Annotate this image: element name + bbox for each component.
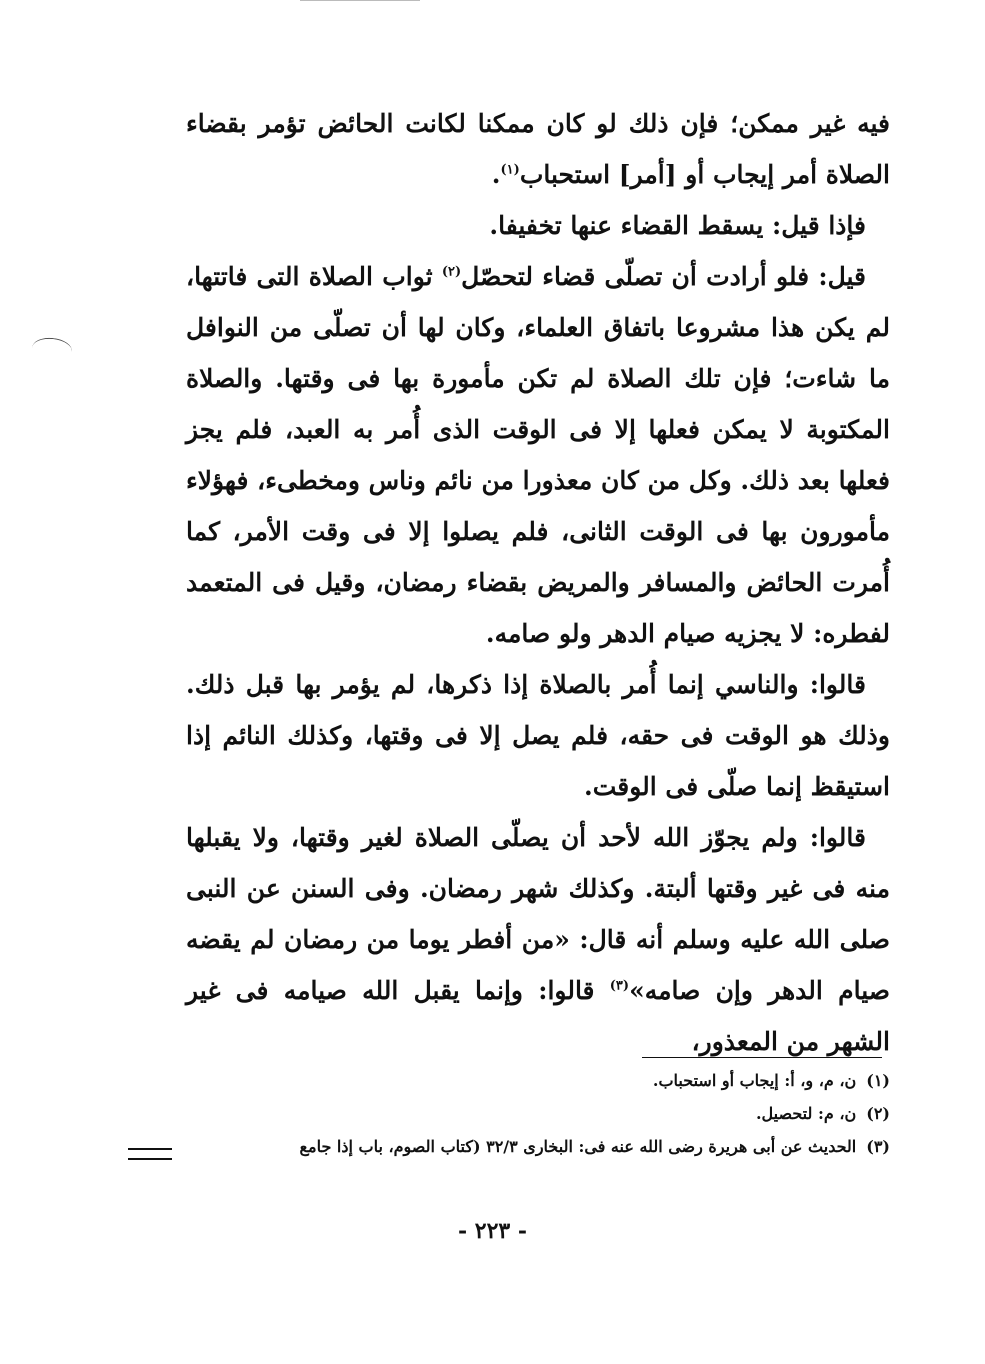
- paragraph-3-start: قيل: فلو أرادت أن تصلّى قضاء لتحصّل: [461, 262, 867, 291]
- paragraph-3: [186, 251, 890, 659]
- footnote-continuation-mark: [128, 1148, 172, 1160]
- main-text-block: [186, 98, 890, 1067]
- footnote-number: (٢): [866, 1104, 890, 1123]
- margin-pen-mark: [31, 336, 73, 363]
- paragraph-5-rest: قالوا: وإنما يقبل الله صيامه فى غير الشهر من المعذور،: [186, 976, 890, 1056]
- footnote-3: [186, 1130, 890, 1163]
- footnote-text: ن، م، و، أ: إيجاب أو استحباب.: [652, 1071, 857, 1090]
- footnote-separator: [642, 1057, 882, 1058]
- footnote-ref-3: (٣): [609, 978, 630, 994]
- footnote-1: [186, 1064, 890, 1097]
- paragraph-4: قالوا: والناسي إنما أُمر بالصلاة إذا ذكرها، لم يؤمر بها قبل ذلك. وذلك هو الوقت فى حقه، فلم يصل إلا فى وقتها، وكذلك النائم إذا استيقظ إنما صلّى فى الوقت.: [186, 670, 890, 801]
- paragraph-1-text: فيه غير ممكن؛ فإن ذلك لو كان ممكنا لكانت الحائض تؤمر بقضاء الصلاة أمر إيجاب أو [أمر] استحباب: [186, 109, 890, 189]
- footnote-text: الحديث عن أبى هريرة رضى الله عنه فى: البخارى ٣٢/٣ (كتاب الصوم، باب إذا جامع: [299, 1137, 857, 1156]
- footnote-number: (٣): [866, 1137, 890, 1156]
- paragraph-3-rest: ثواب الصلاة التى فاتتها، لم يكن هذا مشروعا باتفاق العلماء، وكان لها أن تصلّى من النوافل ما شاءت؛ فإن تلك الصلاة لم تكن مأمورة بها فى وقتها. والصلاة المكتوبة لا يمكن فعلها إلا فى الوقت الذى أُمر به العبد، فلم يجز فعلها بعد ذلك. وكل من كان معذورا من نائم وناس ومخطىء، فهؤلاء مأمورون بها فى الوقت الثانى، فلم يصلوا إلا فى وقت الأمر، كما أُمرت الحائض والمسافر والمريض بقضاء رمضان، وقيل فى المتعمد لفطره: لا يجزيه صيام الدهر ولو صامه.: [186, 262, 890, 648]
- footnote-ref-1: (١): [500, 162, 520, 178]
- footnote-ref-2: (٢): [441, 264, 462, 280]
- footnote-number: (١): [866, 1071, 890, 1090]
- footnote-text: ن، م: لتحصيل.: [755, 1104, 857, 1123]
- page-top-mark: [300, 0, 420, 2]
- paragraph-1-end: .: [491, 160, 501, 189]
- paragraph-5: [186, 812, 890, 1067]
- paragraph-5-start: قالوا: ولم يجوّز الله لأحد أن يصلّى الصلاة لغير وقتها، ولا يقبلها منه فى غير وقتها ألبتة. وكذلك شهر رمضان. وفى السنن عن النبى صلى الله عليه وسلم أنه قال: «من أفطر يوما من رمضان لم يقضه صيام الدهر وإن صامه»: [186, 823, 890, 1005]
- paragraph-1: [186, 98, 890, 200]
- paragraph-2: فإذا قيل: يسقط القضاء عنها تخفيفا.: [489, 211, 866, 240]
- page-number: - ٢٢٣ -: [457, 1218, 528, 1244]
- footnotes-block: [186, 1064, 890, 1163]
- footnote-2: [186, 1097, 890, 1130]
